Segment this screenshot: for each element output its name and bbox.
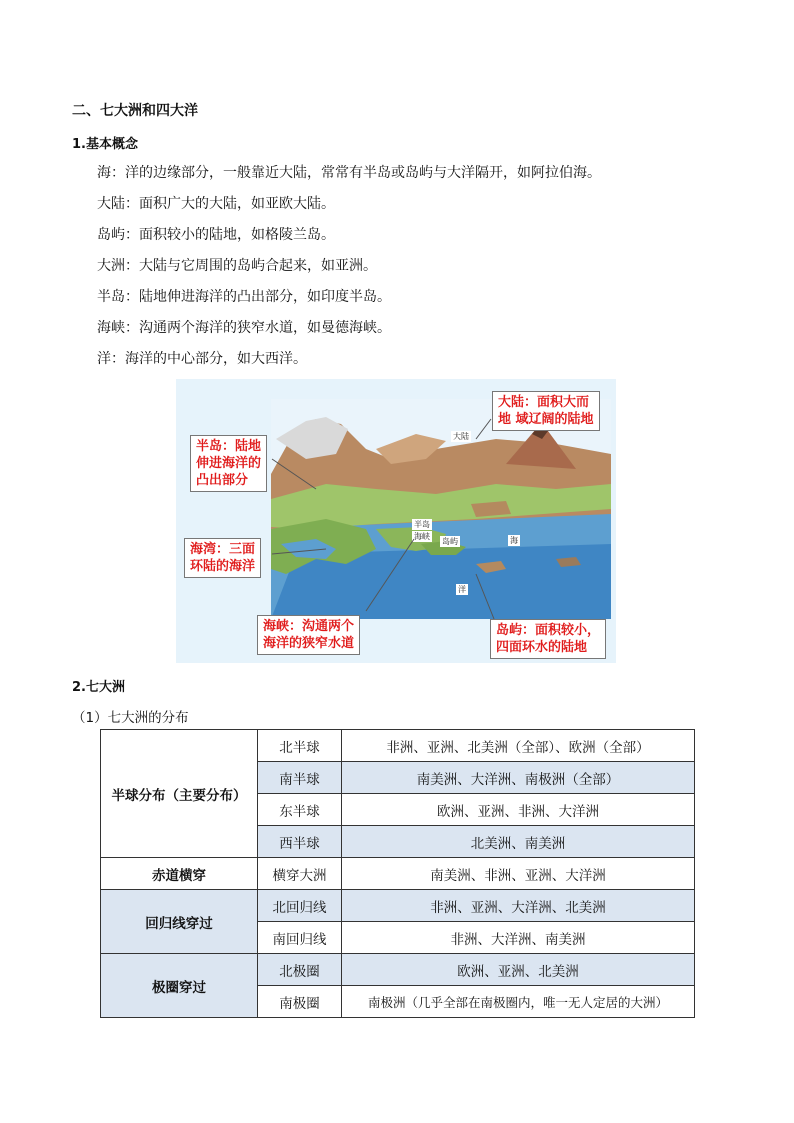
section-title: 二、七大洲和四大洋 bbox=[72, 103, 198, 119]
callout-island-line: 岛屿：面积较小， bbox=[496, 623, 601, 638]
table-row bbox=[101, 954, 695, 986]
callout-peninsula-line: 伸进海洋的 bbox=[196, 456, 262, 471]
row-group-hemisphere: 半球分布（主要分布） bbox=[101, 730, 258, 858]
callout-island-line: 四面环水的陆地 bbox=[496, 640, 588, 655]
row-value-east: 欧洲、亚洲、非洲、大洋洲 bbox=[342, 794, 695, 826]
row-label-tropic-north: 北回归线 bbox=[258, 890, 342, 922]
row-value-tropic-south: 非洲、大洋洲、南美洲 bbox=[342, 922, 695, 954]
row-label-arctic: 北极圈 bbox=[258, 954, 342, 986]
continent-distribution-table bbox=[100, 729, 695, 1018]
row-label-south: 南半球 bbox=[258, 762, 342, 794]
row-value-equator: 南美洲、非洲、亚洲、大洋洲 bbox=[342, 858, 695, 890]
map-label-island: 岛屿 bbox=[442, 537, 458, 546]
table-row bbox=[101, 890, 695, 922]
callout-mainland bbox=[492, 391, 600, 431]
callout-peninsula-line: 凸出部分 bbox=[196, 473, 249, 488]
definition-ocean: 洋：海洋的中心部分，如大西洋。 bbox=[97, 351, 307, 367]
map-label-strait: 海峡 bbox=[414, 532, 430, 541]
row-value-tropic-north: 非洲、亚洲、大洋洲、北美洲 bbox=[342, 890, 695, 922]
seven-continents-title: 2.七大洲 bbox=[72, 680, 125, 695]
callout-strait-line: 海洋的狭窄水道 bbox=[263, 636, 355, 651]
definition-strait: 海峡：沟通两个海洋的狭窄水道，如曼德海峡。 bbox=[97, 320, 391, 336]
row-label-tropic-south: 南回归线 bbox=[258, 922, 342, 954]
callout-strait bbox=[257, 615, 360, 655]
map-label-mainland: 大陆 bbox=[453, 432, 469, 441]
callout-island bbox=[490, 619, 606, 659]
callout-mainland-line: 大陆：面积大而 bbox=[498, 395, 590, 410]
callout-bay-line: 环陆的海洋 bbox=[190, 559, 256, 574]
map-label-sea: 海 bbox=[510, 536, 518, 545]
callout-mainland-line: 地 域辽阔的陆地 bbox=[498, 412, 594, 427]
definition-continent: 大洲：大陆与它周围的岛屿合起来，如亚洲。 bbox=[97, 258, 377, 274]
definition-peninsula: 半岛：陆地伸进海洋的凸出部分，如印度半岛。 bbox=[97, 289, 391, 305]
row-group-tropic: 回归线穿过 bbox=[101, 890, 258, 954]
row-value-arctic: 欧洲、亚洲、北美洲 bbox=[342, 954, 695, 986]
callout-bay-line: 海湾：三面 bbox=[190, 542, 256, 557]
row-label-equator: 横穿大洲 bbox=[258, 858, 342, 890]
row-label-east: 东半球 bbox=[258, 794, 342, 826]
landform-illustration bbox=[176, 379, 616, 663]
definition-mainland: 大陆：面积广大的大陆，如亚欧大陆。 bbox=[97, 196, 335, 212]
callout-bay bbox=[184, 538, 261, 578]
basic-concepts-title: 1.基本概念 bbox=[72, 137, 138, 152]
row-label-north: 北半球 bbox=[258, 730, 342, 762]
row-value-west: 北美洲、南美洲 bbox=[342, 826, 695, 858]
table-row bbox=[101, 730, 695, 762]
callout-peninsula-line: 半岛：陆地 bbox=[196, 439, 262, 454]
row-value-south: 南美洲、大洋洲、南极洲（全部） bbox=[342, 762, 695, 794]
definition-island: 岛屿：面积较小的陆地，如格陵兰岛。 bbox=[97, 227, 335, 243]
distribution-subtitle: （1）七大洲的分布 bbox=[72, 710, 189, 726]
callout-strait-line: 海峡：沟通两个 bbox=[263, 619, 355, 634]
definition-sea: 海：洋的边缘部分，一般靠近大陆，常常有半岛或岛屿与大洋隔开，如阿拉伯海。 bbox=[97, 165, 601, 181]
row-group-polar: 极圈穿过 bbox=[101, 954, 258, 1018]
row-label-west: 西半球 bbox=[258, 826, 342, 858]
table-row bbox=[101, 858, 695, 890]
row-value-north: 非洲、亚洲、北美洲（全部）、欧洲（全部） bbox=[342, 730, 695, 762]
row-label-antarctic: 南极圈 bbox=[258, 986, 342, 1018]
map-label-ocean: 洋 bbox=[458, 585, 466, 594]
callout-peninsula bbox=[190, 435, 267, 492]
map-label-peninsula: 半岛 bbox=[414, 520, 430, 529]
row-group-equator: 赤道横穿 bbox=[101, 858, 258, 890]
row-value-antarctic: 南极洲（几乎全部在南极圈内，唯一无人定居的大洲） bbox=[342, 986, 695, 1018]
